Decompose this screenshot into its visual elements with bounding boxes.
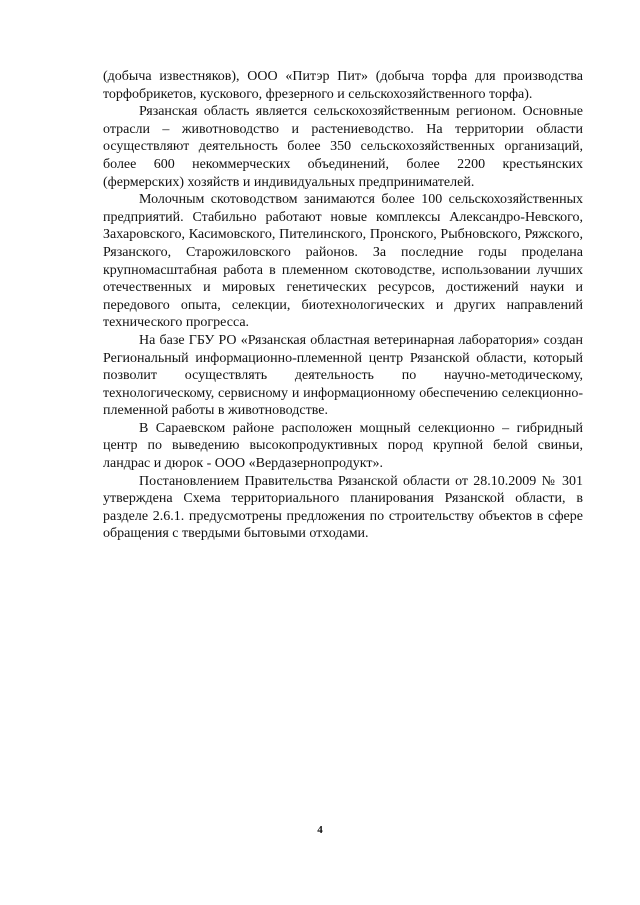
paragraph-continuation: (добыча известняков), ООО «Питэр Пит» (добыча торфа для производства торфобрикетов, кускового, фрезерного и сельскохозяйственного торфа). <box>103 69 583 102</box>
paragraph-breeding-center: На базе ГБУ РО «Рязанская областная ветеринарная лаборатория» создан Региональный информационно-племенной центр Рязанской области, который позволит осуществлять деятельность по научно-методическому, технологическому, сервисному и информационному обеспечению селекционно-племенной работы в животноводстве. <box>103 332 583 419</box>
paragraph-dairy-farming: Молочным скотоводством занимаются более 100 сельскохозяйственных предприятий. Стабильно работают новые комплексы Александро-Невского, Захаровского, Касимовского, Пителинского, Пронского, Рыбновского, Ряжского, Рязанского, Старожиловского районов. За последние годы проделана крупномасштабная работа в племенном скотоводстве, использовании лучших отечественных и мировых генетических ресурсов, достижений науки и передового опыта, селекции, биотехнологических и других направлений технического прогресса. <box>103 192 583 331</box>
paragraph-resolution: Постановлением Правительства Рязанской области от 28.10.2009 № 301 утверждена Схема территориального планирования Рязанской области, в разделе 2.6.1. предусмотрены предложения по строительству объектов в сфере обращения с твердыми бытовыми отходами. <box>103 473 583 542</box>
paragraph-pig-breeding: В Сараевском районе расположен мощный селекционно – гибридный центр по выведению высокопродуктивных пород крупной белой свиньи, ландрас и дюрок - ООО «Вердазернопродукт». <box>103 420 583 472</box>
document-body <box>103 68 583 543</box>
paragraph-region-agriculture: Рязанская область является сельскохозяйственным регионом. Основные отрасли – животноводство и растениеводство. На территории области осуществляют деятельность более 350 сельскохозяйственных организаций, более 600 некоммерческих объединений, более 2200 крестьянских (фермерских) хозяйств и индивидуальных предпринимателей. <box>103 104 583 190</box>
page-number: 4 <box>317 824 323 836</box>
